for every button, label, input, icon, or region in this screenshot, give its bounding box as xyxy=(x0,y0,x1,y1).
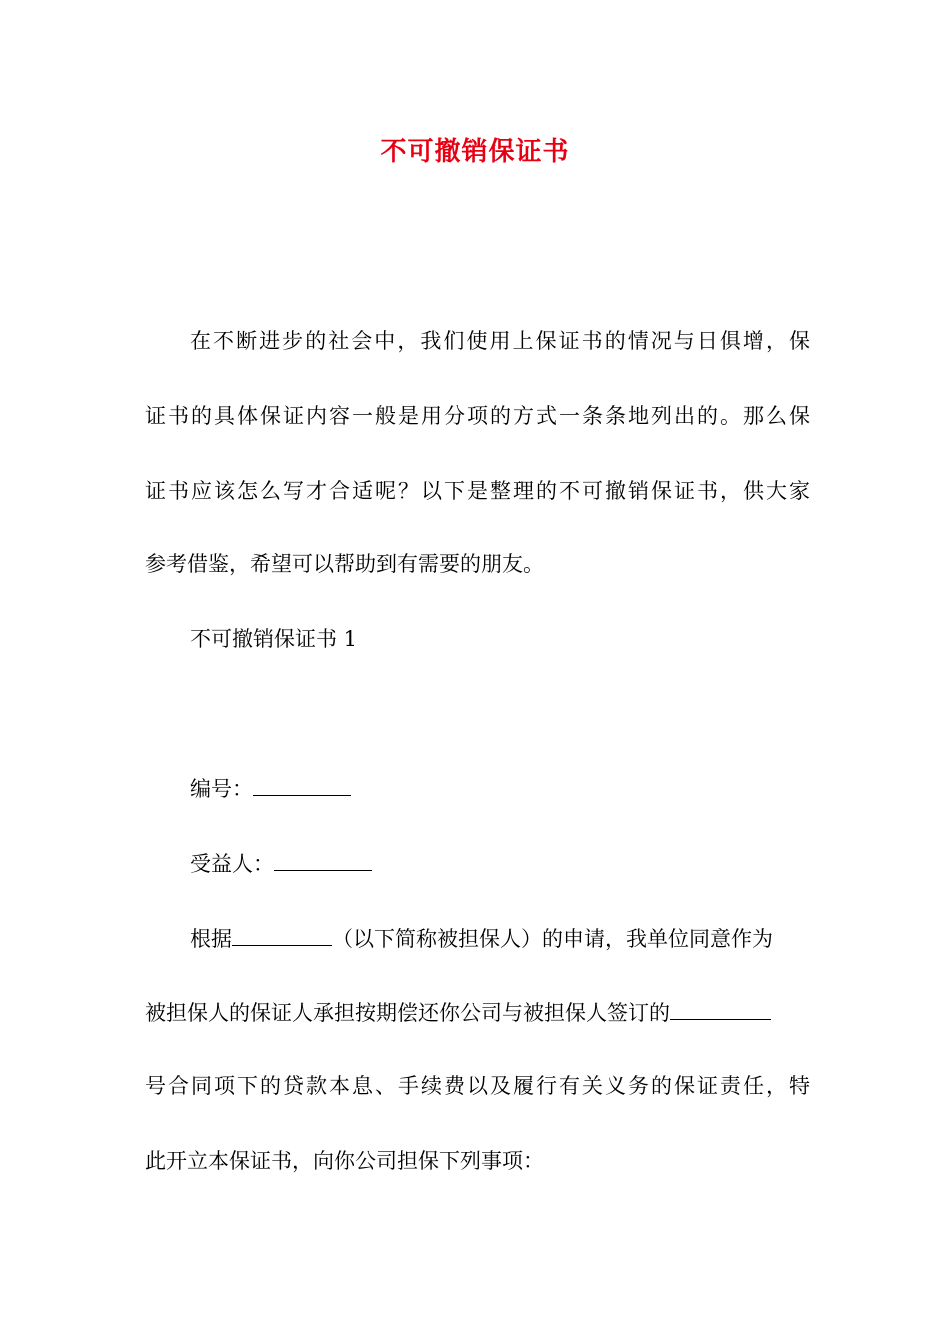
number-field-row xyxy=(190,773,810,804)
number-blank-line xyxy=(253,773,351,796)
intro-line-4: 参考借鉴，希望可以帮助到有需要的朋友。 xyxy=(145,552,544,576)
intro-line-1: 在不断进步的社会中，我们使用上保证书的情况与日俱增，保 xyxy=(190,329,810,353)
intro-line-3: 证书应该怎么写才合适呢？以下是整理的不可撤销保证书，供大家 xyxy=(145,479,810,503)
number-label: 编号： xyxy=(190,777,253,801)
beneficiary-field-row xyxy=(190,848,810,879)
document-title: 不可撤销保证书 xyxy=(380,137,570,167)
body-line-4: 此开立本保证书，向你公司担保下列事项： xyxy=(145,1149,544,1173)
body-line-2-text: 被担保人的保证人承担按期偿还你公司与被担保人签订的 xyxy=(145,1001,670,1025)
contract-number-blank-line xyxy=(670,997,771,1020)
body-line-1-start: 根据 xyxy=(190,927,232,951)
body-line-2 xyxy=(145,997,810,1028)
intro-line-2: 证书的具体保证内容一般是用分项的方式一条条地列出的。那么保 xyxy=(145,404,810,428)
body-line-1-end: （以下简称被担保人）的申请，我单位同意作为 xyxy=(332,927,773,951)
beneficiary-label: 受益人： xyxy=(190,852,274,876)
beneficiary-blank-line xyxy=(274,848,372,871)
section-heading: 不可撤销保证书 1 xyxy=(190,627,358,651)
applicant-blank-line xyxy=(232,923,332,946)
body-line-3: 号合同项下的贷款本息、手续费以及履行有关义务的保证责任，特 xyxy=(145,1074,810,1098)
body-line-1 xyxy=(190,923,810,954)
